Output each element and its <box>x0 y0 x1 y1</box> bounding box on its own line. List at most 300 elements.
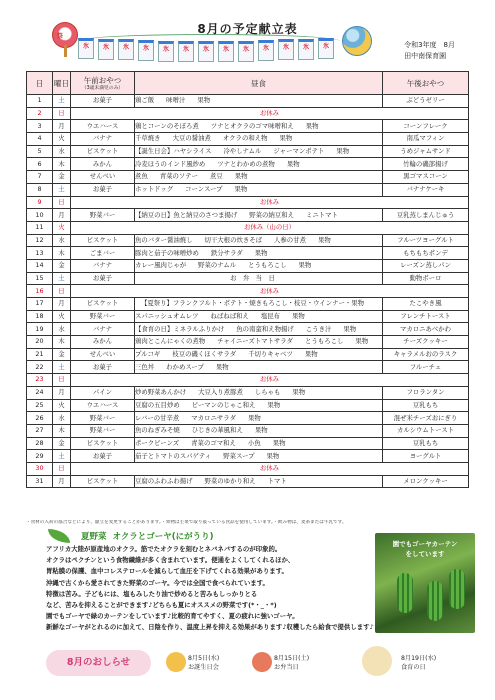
row-date: 14 <box>27 259 53 272</box>
row-lunch <box>135 95 383 108</box>
lunch-dish: 果物 <box>266 451 280 460</box>
lunch-dish: 塩昆布 <box>260 312 281 321</box>
header-date: 日 <box>27 72 53 95</box>
lunch-dish: 鶏ご飯 <box>135 96 155 105</box>
table-row <box>27 424 469 437</box>
lunch-dish: オクラの和え物 <box>222 134 268 143</box>
photo-caption-line1: 園でもゴーヤカーテン <box>392 540 458 548</box>
header-lunch: 昼食 <box>135 72 383 95</box>
menu-body <box>27 95 469 488</box>
lunch-dish: 鶏とコーンのそぼろ煮 <box>135 121 199 130</box>
lunch-dish: 豆腐の五目炒め <box>135 400 180 409</box>
lunch-dish: 果物 <box>234 172 248 181</box>
lunch-dish: 魚のねぎみそ焼 <box>135 426 180 435</box>
header-day: 曜日 <box>53 72 71 95</box>
row-date: 29 <box>27 450 53 463</box>
shaved-ice-flag-icon: 氷 <box>298 39 314 60</box>
lunch-dish: 魚の南蛮和え物揚げ <box>236 324 294 333</box>
row-am-snack: ビスケット <box>71 145 135 158</box>
table-row <box>27 374 469 387</box>
row-lunch <box>135 272 383 285</box>
row-pm-snack: チーズクッキー <box>383 336 469 349</box>
table-row <box>27 437 469 450</box>
lunch-dish: 煮魚 <box>135 172 148 181</box>
lunch-dish: 果物 <box>279 134 293 143</box>
row-day: 月 <box>53 475 71 488</box>
lunch-dish: 【食育の日】ミネラルふりかけ <box>135 324 225 333</box>
row-lunch <box>135 412 383 425</box>
row-day: 月 <box>53 386 71 399</box>
lunch-dish: 果物 <box>254 248 268 257</box>
row-pm-snack: もちもちポンデ <box>383 247 469 260</box>
row-day: 金 <box>53 348 71 361</box>
lunch-dish: 【誕生日会】ハヤシライス <box>135 147 212 156</box>
row-day: 土 <box>53 450 71 463</box>
shaved-ice-flag-icon: 氷 <box>98 39 114 60</box>
oshirase-badge: 8月のおしらせ <box>46 650 151 676</box>
bento-icon <box>252 652 272 672</box>
row-date: 10 <box>27 209 53 222</box>
row-am-snack: せんべい <box>71 171 135 184</box>
row-off: お休み <box>71 107 469 120</box>
table-row <box>27 323 469 336</box>
row-lunch <box>135 336 383 349</box>
goya-icon <box>397 573 413 613</box>
row-am-snack: ビスケット <box>71 298 135 311</box>
lunch-dish: ミニトマト <box>305 210 338 219</box>
row-pm-snack: ぶどうゼリー <box>383 95 469 108</box>
row-pm-snack: フルーチェ <box>383 361 469 374</box>
row-day: 土 <box>53 183 71 196</box>
row-day: 木 <box>53 158 71 171</box>
veg-line: オクラはペクチンという食物繊維が多く含まれています。便通をよくしてくれるほか、 <box>46 556 295 565</box>
event-shokuiku-date: 8月19日(水) <box>401 655 437 662</box>
event-bento-name: お弁当日 <box>274 664 299 671</box>
shaved-ice-flag-icon: 氷 <box>178 41 194 62</box>
table-row <box>27 310 469 323</box>
lunch-dish: 【夏祭り】フランクフルト・ポテト・焼きもろこし・枝豆・ウインナー・果物 <box>140 299 365 308</box>
row-day: 水 <box>53 234 71 247</box>
header-am-sub: （3歳未満児のみ） <box>81 85 124 91</box>
row-am-snack: バナナ <box>71 133 135 146</box>
event-bento-date: 8月15日(土) <box>274 655 310 662</box>
row-lunch <box>135 171 383 184</box>
row-date: 4 <box>27 133 53 146</box>
row-date: 31 <box>27 475 53 488</box>
lunch-dish: ジャーマンポテト <box>273 147 325 156</box>
row-date: 22 <box>27 361 53 374</box>
lunch-dish: 枝豆の磯くほくサラダ <box>172 350 237 359</box>
shaved-ice-flag-icon: 氷 <box>198 41 214 62</box>
lunch-dish: 鉄分サラダ <box>210 248 243 257</box>
row-day: 土 <box>53 272 71 285</box>
row-date: 13 <box>27 247 53 260</box>
org-year: 令和3年度 8月 <box>404 41 455 49</box>
lunch-dish: 青菜のゴマ和え <box>191 438 236 447</box>
lunch-dish: ピーマンのじゃこ和え <box>191 400 256 409</box>
row-date: 28 <box>27 437 53 450</box>
row-date: 7 <box>27 171 53 184</box>
lunch-dish: 煮豆 <box>210 172 223 181</box>
event-birthday-date: 8月5日(水) <box>188 655 220 662</box>
event-shokuiku-name: 食育の日 <box>401 664 426 671</box>
row-lunch <box>135 183 383 196</box>
water-balloon-icon <box>342 26 372 56</box>
lunch-dish: とうもろこし <box>248 261 287 270</box>
row-lunch <box>135 323 383 336</box>
lunch-dish: 千草焼き <box>135 134 161 143</box>
lunch-dish: お 弁 当 日 <box>230 273 275 282</box>
table-header-row <box>27 72 469 95</box>
row-am-snack: ウエハース <box>71 120 135 133</box>
row-am-snack: ビスケット <box>71 234 135 247</box>
row-am-snack: 野菜バー <box>71 310 135 323</box>
lunch-dish: プルコギ <box>135 350 161 359</box>
row-date: 11 <box>27 221 53 234</box>
row-date: 30 <box>27 462 53 475</box>
row-day: 火 <box>53 133 71 146</box>
veg-line: 特徴は苦み。子どもには、塩もみしたり油で炒めると苦みもしっかりとる <box>46 589 258 598</box>
row-day: 金 <box>53 437 71 450</box>
goya-icon <box>427 581 443 621</box>
veg-line: 胃粘膜の保護、血中コレステロールを減らして血圧を下げてくれる効果があります。 <box>46 567 288 576</box>
row-pm-snack: うめジャムサンド <box>383 145 469 158</box>
lunch-dish: こうき汁 <box>305 324 332 333</box>
row-date: 17 <box>27 298 53 311</box>
lunch-dish: 果物 <box>272 438 286 447</box>
goya-icon <box>449 569 465 609</box>
row-pm-snack: フロランタン <box>383 386 469 399</box>
row-pm-snack: フルーツヨーグルト <box>383 234 469 247</box>
table-row <box>27 95 469 108</box>
row-lunch <box>135 450 383 463</box>
row-date: 23 <box>27 374 53 387</box>
event-shokuiku <box>401 654 436 672</box>
lunch-dish: 野菜のナムル <box>198 261 237 270</box>
row-am-snack: ウエハース <box>71 399 135 412</box>
row-off: お休み <box>71 285 469 298</box>
row-am-snack: お菓子 <box>71 272 135 285</box>
row-date: 19 <box>27 323 53 336</box>
row-lunch <box>135 475 383 488</box>
row-am-snack: ごまバー <box>71 247 135 260</box>
row-lunch <box>135 158 383 171</box>
row-lunch <box>135 209 383 222</box>
lunch-dish: ホットドッグ <box>135 185 174 194</box>
row-pm-snack: フレンチトースト <box>383 310 469 323</box>
shaved-ice-flag-icon: 氷 <box>158 41 174 62</box>
row-date: 8 <box>27 183 53 196</box>
lunch-dish: マカロニサラダ <box>191 413 236 422</box>
header-am-snack <box>71 72 135 95</box>
table-row <box>27 259 469 272</box>
row-am-snack: みかん <box>71 158 135 171</box>
lunch-dish: 果物 <box>336 147 350 156</box>
event-birthday <box>188 654 219 672</box>
table-row <box>27 336 469 349</box>
table-row <box>27 133 469 146</box>
row-day: 木 <box>53 247 71 260</box>
lunch-dish: わかめスープ <box>166 362 204 371</box>
veg-line: など、苦みを抑えることができます♪どちらも夏にオススメの野菜です(*・_・*) <box>46 601 277 610</box>
row-lunch <box>135 348 383 361</box>
table-row <box>27 247 469 260</box>
row-lunch <box>135 298 383 311</box>
row-lunch <box>135 310 383 323</box>
row-lunch <box>135 437 383 450</box>
event-bento <box>274 654 309 672</box>
lunch-dish: 茄子とトマトのスパゲティ <box>135 451 212 460</box>
lunch-dish: 冷やしナムル <box>223 147 262 156</box>
table-row <box>27 348 469 361</box>
lunch-dish: 果物 <box>234 185 248 194</box>
lunch-dish: しらゃも <box>254 388 281 397</box>
row-am-snack: パイン <box>71 386 135 399</box>
lunch-dish: ポークビーンズ <box>135 438 180 447</box>
row-day: 火 <box>53 399 71 412</box>
row-am-snack: せんべい <box>71 348 135 361</box>
lunch-dish: 大豆の醤油煮 <box>172 134 211 143</box>
lunch-dish: 野菜の納豆和え <box>249 210 294 219</box>
shaved-ice-flag-icon: 氷 <box>218 41 234 62</box>
vegetable-column <box>26 527 476 637</box>
row-pm-snack: バナナケーキ <box>383 183 469 196</box>
lunch-dish: 果物 <box>286 159 300 168</box>
row-pm-snack: たこやき風 <box>383 298 469 311</box>
row-am-snack: バナナ <box>71 323 135 336</box>
table-row <box>27 158 469 171</box>
row-lunch <box>135 145 383 158</box>
row-date: 12 <box>27 234 53 247</box>
row-day: 日 <box>53 196 71 209</box>
shaved-ice-flag-icon: 氷 <box>278 39 294 60</box>
event-birthday-name: お誕生日会 <box>188 664 219 671</box>
veg-title-a: 夏野菜 <box>81 532 107 542</box>
table-row <box>27 196 469 209</box>
row-off: お休み（山の日） <box>71 221 469 234</box>
table-row <box>27 475 469 488</box>
shaved-ice-flag-icon: 氷 <box>258 40 274 61</box>
row-am-snack: 野菜バー <box>71 424 135 437</box>
row-pm-snack: 豆乳蒸しまんじゅう <box>383 209 469 222</box>
row-day: 日 <box>53 285 71 298</box>
row-lunch <box>135 259 383 272</box>
row-day: 日 <box>53 107 71 120</box>
row-am-snack: ビスケット <box>71 475 135 488</box>
row-am-snack: 野菜バー <box>71 209 135 222</box>
lunch-dish: 豚肉と茄子の味噌炒め <box>135 248 199 257</box>
table-row <box>27 234 469 247</box>
row-pm-snack: コーンフレーク <box>383 120 469 133</box>
row-date: 16 <box>27 285 53 298</box>
veg-text <box>46 544 376 634</box>
org-info <box>404 40 455 62</box>
lunch-dish: 果物 <box>317 235 331 244</box>
lunch-dish: 果物 <box>343 324 357 333</box>
row-day: 土 <box>53 361 71 374</box>
lunch-dish: 豆腐のふわふわ揚げ <box>135 476 193 485</box>
table-row <box>27 120 469 133</box>
row-date: 25 <box>27 399 53 412</box>
shaved-ice-flag-icon: 氷 <box>238 41 254 62</box>
table-row <box>27 462 469 475</box>
row-am-snack: お菓子 <box>71 361 135 374</box>
fan-text: 祭 <box>57 33 64 40</box>
lunch-dish: 果物 <box>254 426 268 435</box>
lunch-dish: 【納豆の日】魚と納豆のさつま揚げ <box>135 210 238 219</box>
row-date: 20 <box>27 336 53 349</box>
veg-title <box>81 530 214 542</box>
table-row <box>27 107 469 120</box>
row-pm-snack: レーズン蒸しパン <box>383 259 469 272</box>
row-pm-snack: 黒ゴマスコーン <box>383 171 469 184</box>
row-lunch <box>135 399 383 412</box>
row-am-snack: バナナ <box>71 259 135 272</box>
photo-caption <box>375 539 475 559</box>
header <box>0 0 495 68</box>
table-row <box>27 399 469 412</box>
row-date: 24 <box>27 386 53 399</box>
row-lunch <box>135 424 383 437</box>
lunch-dish: 大豆入り煮豚煮 <box>198 388 243 397</box>
lunch-dish: カレー風肉じゃが <box>135 261 187 270</box>
row-pm-snack: 豆乳もち <box>383 399 469 412</box>
lunch-dish: 果物 <box>304 350 318 359</box>
table-row <box>27 209 469 222</box>
veg-line: 園でもゴーヤで緑のカーテンをしています♪比較的育てやすく、夏の疲れに強いゴーヤ。 <box>46 612 299 621</box>
row-date: 27 <box>27 424 53 437</box>
lunch-dish: ひじきの華風和え <box>191 426 243 435</box>
lunch-dish: 果物 <box>247 413 261 422</box>
table-row <box>27 412 469 425</box>
children-eating-icon <box>362 646 392 676</box>
row-pm-snack: ヨーグルト <box>383 450 469 463</box>
row-am-snack: ビスケット <box>71 437 135 450</box>
row-day: 木 <box>53 336 71 349</box>
photo-caption-line2: をしています <box>405 550 445 558</box>
veg-line: アフリカ大陸が原産地のオクラ。筋でたオクラを刻むとネバネバするのが印象的。 <box>46 545 282 553</box>
row-off: お休み <box>71 374 469 387</box>
lunch-dish: 果物 <box>215 362 229 371</box>
row-lunch <box>135 361 383 374</box>
row-day: 土 <box>53 95 71 108</box>
row-am-snack: お菓子 <box>71 183 135 196</box>
row-pm-snack: マカロニあべかわ <box>383 323 469 336</box>
table-row <box>27 183 469 196</box>
row-date: 15 <box>27 272 53 285</box>
leaf-icon <box>48 529 70 543</box>
shaved-ice-flag-icon: 氷 <box>138 40 154 61</box>
lunch-dish: スパニッシュオムレツ <box>135 312 199 321</box>
lunch-dish: 味噌汁 <box>166 96 186 105</box>
lunch-dish: コーンスープ <box>185 185 223 194</box>
row-day: 日 <box>53 374 71 387</box>
row-date: 9 <box>27 196 53 209</box>
lunch-dish: レバーの甘辛煮 <box>135 413 180 422</box>
table-row <box>27 386 469 399</box>
header-pm-snack: 午後おやつ <box>383 72 469 95</box>
row-pm-snack: カルシウムトースト <box>383 424 469 437</box>
lunch-dish: ツナとオクラのゴマ味噌和え <box>210 121 294 130</box>
row-pm-snack: 竹輪の磯部揚げ <box>383 158 469 171</box>
row-pm-snack: 豆乳もち <box>383 437 469 450</box>
row-day: 月 <box>53 120 71 133</box>
lunch-dish: 炒め野菜あんかけ <box>135 388 187 397</box>
page-title: 8月の予定献立表 <box>197 22 298 36</box>
notice-area <box>26 640 476 696</box>
row-lunch <box>135 234 383 247</box>
row-date: 18 <box>27 310 53 323</box>
lunch-dish: 果物 <box>305 121 319 130</box>
row-off: お休み <box>71 462 469 475</box>
lunch-dish: 青菜のソテー <box>159 172 198 181</box>
table-row <box>27 221 469 234</box>
lunch-dish: 果物 <box>267 400 281 409</box>
row-pm-snack: 南瓜マフィン <box>383 133 469 146</box>
row-date: 2 <box>27 107 53 120</box>
org-name: 田中南保育園 <box>404 52 447 60</box>
header-am-label: 午前おやつ <box>83 75 122 85</box>
row-day: 水 <box>53 412 71 425</box>
shaved-ice-flag-icon: 氷 <box>118 39 134 60</box>
row-date: 1 <box>27 95 53 108</box>
lunch-dish: 果物 <box>292 312 305 321</box>
row-day: 月 <box>53 298 71 311</box>
lunch-dish: ツナとわかめの煮物 <box>217 159 275 168</box>
shaved-ice-flags <box>78 38 338 58</box>
row-day: 金 <box>53 259 71 272</box>
row-date: 21 <box>27 348 53 361</box>
row-off: お休み <box>71 196 469 209</box>
row-pm-snack: キャラメルおのラスク <box>383 348 469 361</box>
lunch-dish: チャイニーズトマトサラダ <box>217 337 294 346</box>
veg-line: 新鮮なゴーヤがとれるのに加えて、日陰を作り、温度上昇を抑える効果があります♪収穫したら給食で提供します♪ <box>46 623 374 632</box>
shaved-ice-flag-icon: 氷 <box>78 38 94 59</box>
menu-table <box>26 71 469 488</box>
lunch-dish: 小魚 <box>247 438 261 447</box>
table-row <box>27 272 469 285</box>
lunch-dish: 果物 <box>355 337 369 346</box>
row-date: 3 <box>27 120 53 133</box>
row-am-snack: お菓子 <box>71 450 135 463</box>
lunch-dish: 野菜のゆかり和え <box>204 476 256 485</box>
row-date: 5 <box>27 145 53 158</box>
lunch-dish: 千切りキャベツ <box>248 350 293 359</box>
row-day: 日 <box>53 462 71 475</box>
row-pm-snack: 混ぜ米チーズおにぎり <box>383 412 469 425</box>
row-lunch <box>135 386 383 399</box>
row-date: 6 <box>27 158 53 171</box>
footnote: ・食材の入荷の都合などにより、献立を変更することがあります。・果物は主菜で取り扱っている食品を使用しています。・飲み物は、麦茶または牛乳です。 <box>26 520 347 525</box>
row-day: 火 <box>53 221 71 234</box>
row-day: 金 <box>53 171 71 184</box>
row-am-snack: みかん <box>71 336 135 349</box>
row-day: 水 <box>53 323 71 336</box>
lunch-dish: 野菜スープ <box>223 451 255 460</box>
veg-line: 沖縄で古くから愛されてきた野菜のゴーヤ。今では全国で食べられています。 <box>46 578 269 587</box>
row-day: 木 <box>53 424 71 437</box>
table-row <box>27 450 469 463</box>
table-row <box>27 145 469 158</box>
table-row <box>27 171 469 184</box>
row-am-snack: 野菜バー <box>71 412 135 425</box>
veg-title-b: オクラとゴーヤ(にがうり) <box>112 532 214 542</box>
cake-icon <box>166 652 186 672</box>
lunch-dish: 三色丼 <box>135 362 155 371</box>
lunch-dish: とうもろこし <box>305 337 344 346</box>
row-lunch <box>135 133 383 146</box>
row-day: 水 <box>53 145 71 158</box>
